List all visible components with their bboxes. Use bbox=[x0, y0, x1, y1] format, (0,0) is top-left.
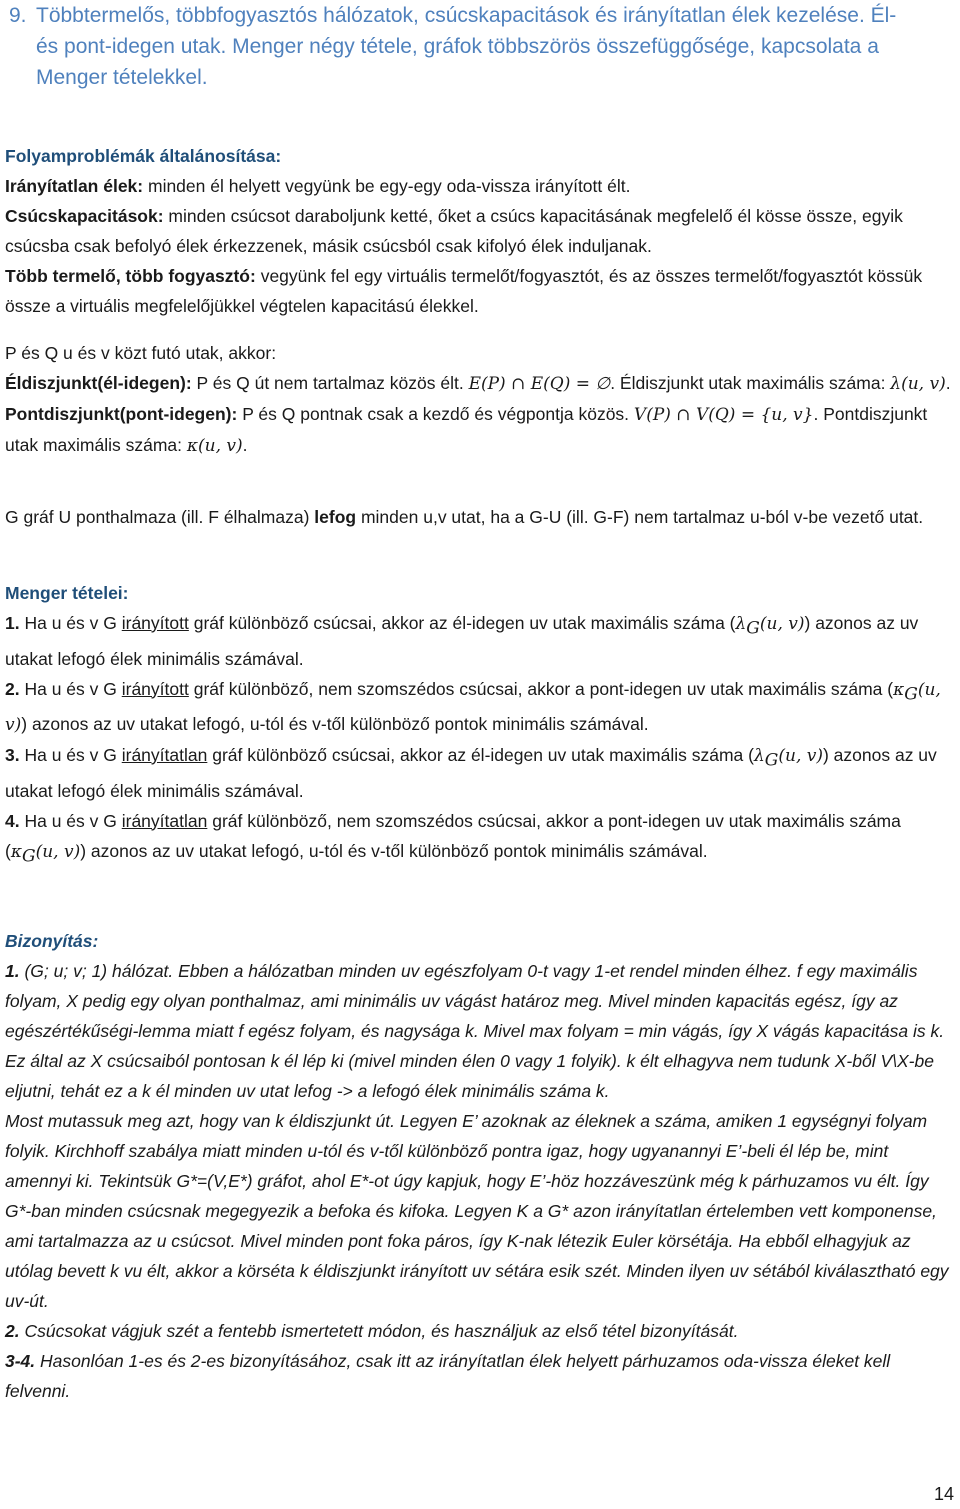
undirected-text: minden él helyett vegyünk be egy-egy oda-vissza irányított élt. bbox=[143, 176, 631, 196]
proof-3-text: Hasonlóan 1-es és 2-es bizonyításához, csak itt az irányítatlan élek helyett párhuzamos oda-vissza éleket kell felvenni. bbox=[5, 1351, 891, 1401]
undirected-label: Irányítatlan élek: bbox=[5, 176, 144, 196]
vertex-disjoint-max: κ(u, v) bbox=[186, 436, 243, 456]
theorem-text-c: ) azonos az uv utakat lefogó élek minimális számával. bbox=[5, 745, 937, 801]
menger-list bbox=[5, 608, 955, 871]
menger-theorem-1 bbox=[5, 608, 955, 674]
menger-theorem-2 bbox=[5, 674, 955, 741]
theorem-text-b: gráf különböző, nem szomszédos csúcsai, akkor a pont-idegen uv utak maximális száma ( bbox=[5, 810, 901, 861]
capacity-text: minden csúcsot daraboljunk ketté, őket a csúcs kapacitásának megfelelő él kösse össze, egyik csúcsba csak befolyó élek érkezzenek, másik csúcsból csak kifolyó élek induljanak. bbox=[5, 206, 903, 256]
cover-paragraph bbox=[5, 502, 955, 532]
multi-text: vegyünk fel egy virtuális termelőt/fogyasztót, és az összes termelőt/fogyasztót kössük össze a virtuális megfelelőjükkel végtelen kapacitású élekkel. bbox=[5, 266, 923, 316]
heading-text: Többtermelős, többfogyasztós hálózatok, csúcskapacitások és irányítatlan élek kezelése. Él- és pont-idegen utak. Menger négy tétele, gráfok többszörös összefüggősége, kapcsolata a Menger tételekkel. bbox=[36, 4, 897, 89]
cover-bold: lefog bbox=[314, 507, 357, 527]
theorem-text-c: ) azonos az uv utakat lefogó, u-tól és v-től különböző pontok minimális számával. bbox=[21, 714, 649, 734]
proof-section bbox=[5, 926, 955, 1406]
edge-disjoint-max: λ(u, v) bbox=[890, 374, 946, 394]
theorem-symbol: κ bbox=[10, 841, 22, 862]
proof-3-number: 3-4. bbox=[5, 1351, 36, 1371]
theorem-text-b: gráf különböző csúcsai, akkor az él-idegen uv utak maximális száma ( bbox=[188, 613, 736, 633]
vertex-disjoint-paragraph: Pontdiszjunkt(pont-idegen): P és Q pontnak csak a kezdő és végpontja közös. V(P) ∩ V(Q) = {u, v}. Pontdiszjunkt utak maximális száma: κ(u, v). bbox=[5, 404, 928, 456]
vertex-disjoint-label: Pontdiszjunkt(pont-idegen): bbox=[5, 404, 238, 424]
theorem-number: 4. bbox=[5, 810, 20, 831]
proof-paragraph-1 bbox=[5, 956, 955, 1106]
theorem-text-a: Ha u és v G bbox=[19, 810, 122, 831]
theorem-text-b: gráf különböző csúcsai, akkor az él-idegen uv utak maximális száma ( bbox=[207, 745, 754, 765]
theorem-symbol: λ bbox=[735, 614, 747, 634]
vertex-disjoint-text2: . Pontdiszjunkt utak maximális száma: bbox=[5, 404, 928, 455]
theorem-argument: (u, v) bbox=[5, 679, 941, 735]
edge-disjoint-text2: . Éldiszjunkt utak maximális száma: bbox=[610, 373, 891, 393]
proof-title: Bizonyítás: bbox=[5, 931, 99, 951]
proof-paragraph-2 bbox=[5, 1316, 955, 1346]
theorem-subscript: G bbox=[21, 846, 36, 866]
menger-title: Menger tételei: bbox=[5, 583, 129, 603]
page-number: 14 bbox=[933, 1484, 954, 1504]
theorem-argument: (u, v) bbox=[778, 746, 823, 766]
multi-label: Több termelő, több fogyasztó: bbox=[5, 266, 256, 286]
section-heading bbox=[9, 0, 916, 93]
cover-text1: G gráf U ponthalmaza (ill. F élhalmaza) bbox=[5, 507, 315, 527]
theorem-argument: (u, v) bbox=[35, 841, 81, 862]
theorem-graph-type: irányított bbox=[121, 613, 189, 633]
paths-intro: P és Q u és v közt futó utak, akkor: bbox=[5, 343, 277, 363]
edge-disjoint-formula: E(P) ∩ E(Q) = ∅ bbox=[468, 374, 611, 394]
theorem-graph-type: irányítatlan bbox=[121, 810, 208, 831]
menger-theorem-4 bbox=[5, 806, 955, 872]
theorem-argument: (u, v) bbox=[759, 614, 805, 634]
proof-2-text: Csúcsokat vágjuk szét a fentebb ismertetett módon, és használjuk az első tétel bizonyítását. bbox=[19, 1321, 739, 1341]
theorem-symbol: κ bbox=[893, 679, 905, 700]
cover-text2: minden u,v utat, ha a G-U (ill. G-F) nem tartalmaz u-ból v-be vezető utat. bbox=[356, 507, 924, 527]
proof-1-number: 1. bbox=[5, 961, 20, 981]
generalization-section bbox=[5, 141, 955, 321]
theorem-number: 1. bbox=[5, 613, 20, 633]
theorem-text-c: ) azonos az uv utakat lefogó élek minimális számával. bbox=[5, 613, 919, 669]
theorem-graph-type: irányítatlan bbox=[121, 745, 208, 765]
proof-paragraph-1b: Most mutassuk meg azt, hogy van k éldiszjunkt út. Legyen E’ azoknak az éleknek a száma, amiken 1 egységnyi folyam folyik. Kirchhoff szabálya miatt minden u-tól és v-től különböző pontra igaz, hogy ugyanannyi E’-beli él lép be, mint amennyi ki. Tekintsük G*=(V,E*) gráfot, ahol E*-ot úgy kapjuk, hogy E’-höz hozzáveszünk még k párhuzamos vu élt. Így G*-ban minden csúcsnak megegyezik a befoka és kifoka. Legyen K a G* azon irányítatlan értelemben vett komponense, ami tartalmazza az u csúcsot. Mivel minden pont foka páros, így K-nak létezik Euler körsétája. Ha ebből elhagyjuk az utólag bevett k vu élt, akkor a körséta k éldiszjunkt irányított uv sétára esik szét. Minden ilyen uv sétából kiválasztható egy uv-út. bbox=[5, 1111, 949, 1311]
theorem-symbol: λ bbox=[753, 746, 765, 766]
cover-section bbox=[5, 502, 955, 532]
proof-2-number: 2. bbox=[5, 1321, 20, 1341]
proof-1-text: (G; u; v; 1) hálózat. Ebben a hálózatban minden uv egészfolyam 0-t vagy 1-et rendel minden élhez. f egy maximális folyam, X pedig egy olyan ponthalmaz, ami minimális uv vágást határoz meg. Mivel minden kapacitás egész, így az egészértékűségi-lemma miatt f egész folyam, és nagysága k. Mivel max folyam = min vágás, így X vágás kapacitása is k. Ez által az X csúcsaiból pontosan k él lép ki (mivel minden élen 0 vagy 1 folyik). k élt elhagyva nem tudunk X-ből V\X-be eljutni, tehát ez a k él minden uv utat lefog -> a lefogó élek minimális száma k. bbox=[5, 961, 945, 1101]
capacity-label: Csúcskapacitások: bbox=[5, 206, 164, 226]
edge-disjoint-text: P és Q út nem tartalmaz közös élt. bbox=[191, 373, 469, 393]
paths-section bbox=[5, 338, 955, 461]
heading-number: 9. bbox=[9, 4, 27, 27]
theorem-subscript: G bbox=[746, 618, 760, 639]
undirected-paragraph bbox=[5, 171, 955, 201]
theorem-text-a: Ha u és v G bbox=[19, 613, 122, 633]
theorem-number: 2. bbox=[5, 678, 20, 699]
vertex-disjoint-formula: V(P) ∩ V(Q) = {u, v} bbox=[633, 405, 814, 425]
edge-disjoint-label: Éldiszjunkt(él-idegen): bbox=[5, 373, 192, 393]
theorem-text-a: Ha u és v G bbox=[19, 745, 122, 765]
theorem-number: 3. bbox=[5, 745, 20, 765]
capacity-paragraph bbox=[5, 201, 955, 261]
menger-theorem-3 bbox=[5, 740, 955, 806]
theorem-text-c: ) azonos az uv utakat lefogó, u-tól és v-től különböző pontok minimális számával. bbox=[80, 840, 708, 861]
generalization-title: Folyamproblémák általánosítása: bbox=[5, 146, 282, 166]
theorem-graph-type: irányított bbox=[121, 678, 189, 699]
menger-section bbox=[5, 578, 955, 871]
vertex-disjoint-text: P és Q pontnak csak a kezdő és végpontja közös. bbox=[237, 404, 634, 424]
multi-paragraph bbox=[5, 261, 955, 321]
proof-paragraph-3 bbox=[5, 1346, 955, 1406]
edge-disjoint-paragraph: Éldiszjunkt(él-idegen): P és Q út nem tartalmaz közös élt. E(P) ∩ E(Q) = ∅. Éldiszjunkt utak maximális száma: λ(u, v). bbox=[5, 373, 951, 394]
theorem-subscript: G bbox=[904, 684, 918, 704]
theorem-text-b: gráf különböző, nem szomszédos csúcsai, akkor a pont-idegen uv utak maximális száma ( bbox=[188, 678, 894, 699]
theorem-subscript: G bbox=[764, 750, 779, 771]
theorem-text-a: Ha u és v G bbox=[19, 678, 122, 699]
